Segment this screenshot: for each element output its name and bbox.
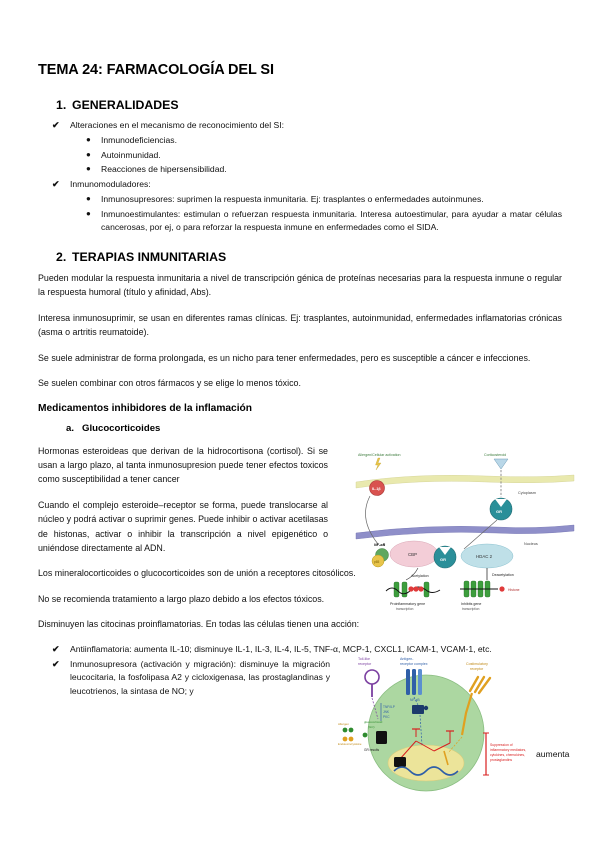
check-item-inmunomoduladores [38, 178, 562, 192]
pathway-label-1: TNF/ILP [383, 704, 395, 709]
suppression-label-2: inflammatory mediators, [490, 747, 527, 752]
inmunosupresora-column [38, 658, 330, 699]
gr-dna-bound [394, 757, 406, 767]
cell-membrane [356, 475, 574, 488]
figure-immune-cell-suppression [338, 651, 528, 801]
gr-label-cytoplasm: GR [496, 508, 502, 514]
list-item-label: Inmunodeficiencias. [101, 134, 177, 145]
paragraph-modulacion: Pueden modular la respuesta inmunitaria a nivel de transcripción génica de proteínas necesarias para la respuesta inmune o regular la respuesta humoral (título y afinidad, Abs). [38, 273, 562, 298]
hdac2-label: HDAC 2 [476, 553, 493, 559]
list-item-label: Inmunosupresores: suprimen la respuesta inmunitaria. Ej: trasplantes o enfermedades autoinmunes. [101, 193, 484, 204]
figure1-allergen-label: Allergen/Cellular activation [358, 452, 401, 457]
trailing-word-aumenta: aumenta [536, 748, 570, 759]
section-number: 2. [56, 250, 67, 264]
check-item-label: Inmunomoduladores: [70, 179, 151, 189]
figure-glucocorticoid-mechanism [356, 449, 574, 614]
bullet-icon: ● [86, 164, 91, 174]
acetyl-group-icon [413, 586, 418, 591]
suppression-label-4: prostaglandins [490, 757, 513, 762]
glucocorticoid-text-column [38, 444, 328, 556]
document-content [38, 62, 570, 762]
list-item [38, 149, 562, 163]
figure1-corticosteroid-label: Corticosteroid [484, 452, 507, 457]
endotoxin-dot [343, 736, 348, 741]
paragraph-hormonas: Hormonas esteroideas que derivan de la hidrocortisona (cortisol). Si se usan a largo plazo, al tanta inmunosupresion puede tener efectos toxicos como susceptibilidad a tener cancer [38, 445, 328, 485]
proinflammatory-gene-label: Proinflammatory gene [390, 601, 426, 606]
gr-results-label: GR results [364, 747, 380, 752]
list-item-label: Autoinmunidad. [101, 149, 161, 160]
inmunomoduladores-check-list [38, 178, 562, 192]
suppression-label-3: cytokines, chemokines, [490, 752, 526, 757]
pathway-label-2: JNK [383, 709, 390, 714]
subheading-medicamentos: Medicamentos inhibidores de la inflamación [38, 402, 252, 414]
endotoxin-dot [349, 736, 354, 741]
toll-like-receptor-icon [365, 670, 379, 684]
list-item-label: Reacciones de hipersensibilidad. [101, 164, 227, 175]
costimulatory-receptor-label: Costimulatory [466, 661, 488, 666]
toll-like-receptor-label: Toll-like [358, 656, 370, 661]
bullet-icon: ● [86, 149, 91, 159]
nuclear-membrane [356, 525, 574, 539]
page-title: TEMA 24: FARMACOLOGÍA DEL SI [38, 62, 274, 78]
corticosteroid-icon [494, 459, 508, 469]
figure1-receptor-label: IL-1β [372, 486, 381, 491]
toll-like-receptor-label-2: receptor [358, 661, 372, 666]
list-item-label: Inmunoestimulantes: estimulan o refuerzan respuesta inmunitaria. Interesa autoestimular, para ayudar a matar células cancerosas, por ej, o para reforzar la respuesta inmune en enfermedades como el SIDA. [101, 208, 562, 233]
gr-label-nucleus: GR [440, 556, 446, 562]
inhibits-gene-label: Inhibits gene [461, 601, 482, 606]
activation-arrow-icon [376, 458, 382, 470]
check-item-inmunosupresora [38, 658, 330, 699]
antigen-receptor-chain [412, 669, 416, 695]
p65-label: p65 [374, 559, 380, 564]
section-title: TERAPIAS INMUNITARIAS [72, 250, 227, 264]
list-item [38, 193, 562, 207]
list-item [38, 163, 562, 177]
check-icon: ✔ [52, 643, 60, 654]
check-item-label: Alteraciones en el mecanismo de reconocimiento del SI: [70, 120, 285, 130]
cytoplasm-label: Cytoplasm [518, 490, 536, 495]
section-number: 1. [56, 98, 67, 112]
bullet-icon: ● [86, 134, 91, 144]
suppression-label-1: Suppression of [490, 742, 513, 747]
list-letter: a. [66, 422, 75, 434]
acetyl-group-icon [408, 586, 413, 591]
paragraph-mineralocorticoides: Los mineralocorticoides o glucocorticoides son de unión a receptores citosólicos. [38, 568, 356, 579]
acetylation-label: Acetylation [411, 573, 429, 578]
section-heading-terapias [38, 250, 562, 264]
deacetylation-label: Deacetylation [492, 572, 514, 577]
gr-ligand-label-2: (GC) [368, 724, 375, 729]
cbp-label: CBP [408, 551, 418, 557]
antigen-receptor-chain [418, 669, 422, 695]
check-item-label: Inmunosupresora (activación y migración): disminuye la migración leucocitaria, la fosfolipasa A2 y cicloxigenasa, las prostaglandinas y leucotrienos, la sintasa de NO; y [70, 658, 330, 696]
acetyl-group-icon [499, 586, 504, 591]
inmunomoduladores-dot-list [38, 193, 562, 235]
nfkb-complex-icon [412, 705, 424, 714]
paragraph-disminuyen: Disminuyen las citocinas proinflamatorias. En todas las células tienen una acción: [38, 619, 360, 630]
allergen-dot [349, 727, 354, 732]
paragraph-combinacion: Se suelen combinar con otros fármacos y se elige lo menos tóxico. [38, 378, 301, 389]
section-heading-generalidades [38, 98, 562, 112]
gc-molecule-dot [363, 732, 368, 737]
antigen-receptor-label-2: receptor complex [400, 661, 428, 666]
check-icon: ✔ [52, 179, 60, 189]
endotoxin-label: Endotoxin/cytokine [338, 741, 362, 746]
costimulatory-receptor-label-2: receptor [470, 666, 484, 671]
bullet-icon: ● [86, 193, 91, 203]
nucleus-label: Nucleus [524, 541, 538, 546]
histone-label: Histone [508, 587, 520, 592]
list-item [38, 208, 562, 236]
section-title: GENERALIDADES [72, 98, 179, 112]
histone-icon [402, 582, 407, 597]
pathway-label-3: PKC [383, 714, 390, 719]
check-icon: ✔ [52, 658, 60, 669]
paragraph-no-recomienda: No se recomienda tratamiento a largo plazo debido a los efectos tóxicos. [38, 593, 325, 604]
allergen-dot [343, 727, 348, 732]
nfkb-label: NF-κB [374, 542, 386, 547]
gr-receptor-fig2 [376, 731, 387, 744]
allergen-label: Allergen [338, 721, 350, 726]
check-item-label: Antiinflamatoria: aumenta IL-10; disminuye IL-1, IL-3, IL-4, IL-5, TNF-α, MCP-1, CXCL1, ICAM-1, VCAM-1, etc. [70, 643, 492, 654]
check-item-alteraciones [38, 119, 562, 133]
gr-ligand-label: glucocorticoid [364, 719, 383, 724]
inhibits-gene-sub: transcription [462, 606, 480, 611]
paragraph-inmunosuprimir: Interesa inmunosuprimir, se usan en diferentes ramas clínicas. Ej: trasplantes, autoinmunidad, enfermedades inflamatorias crónicas (asma o artritis reumatoide). [38, 312, 562, 338]
proinflammatory-gene-sub: transcription [396, 606, 414, 611]
check-icon: ✔ [52, 120, 60, 130]
list-item [38, 134, 562, 148]
antigen-receptor-label: Antigen- [400, 656, 414, 661]
antigen-receptor-chain [406, 669, 410, 695]
generalidades-check-list [38, 119, 562, 133]
subheading-glucocorticoides [38, 423, 562, 434]
paragraph-administracion: Se suele administrar de forma prolongada, es un nicho para tener enfermedades, pero es susceptible a cáncer e infecciones. [38, 352, 531, 363]
inmunosupresora-check-list [38, 658, 330, 699]
paragraph-complejo: Cuando el complejo esteroide–receptor se forma, puede translocarse al núcleo y podrá activar o suprimir genes. Puede inhibir o activar acetilasas de histonas, activar o inhibir la transcripción a nivel epigenético o uniéndose directamente al ADN. [38, 499, 328, 554]
bullet-icon: ● [86, 208, 91, 218]
alteraciones-dot-list [38, 134, 562, 177]
subheading-label: Glucocorticoides [82, 422, 161, 434]
acciones-and-figure2 [38, 643, 570, 762]
nfkb-subunit-dot [424, 706, 428, 710]
costimulatory-receptor-icon [470, 677, 490, 693]
nfkb-label-fig2: NF-κB [410, 697, 420, 702]
acetyl-group-icon [418, 586, 423, 591]
